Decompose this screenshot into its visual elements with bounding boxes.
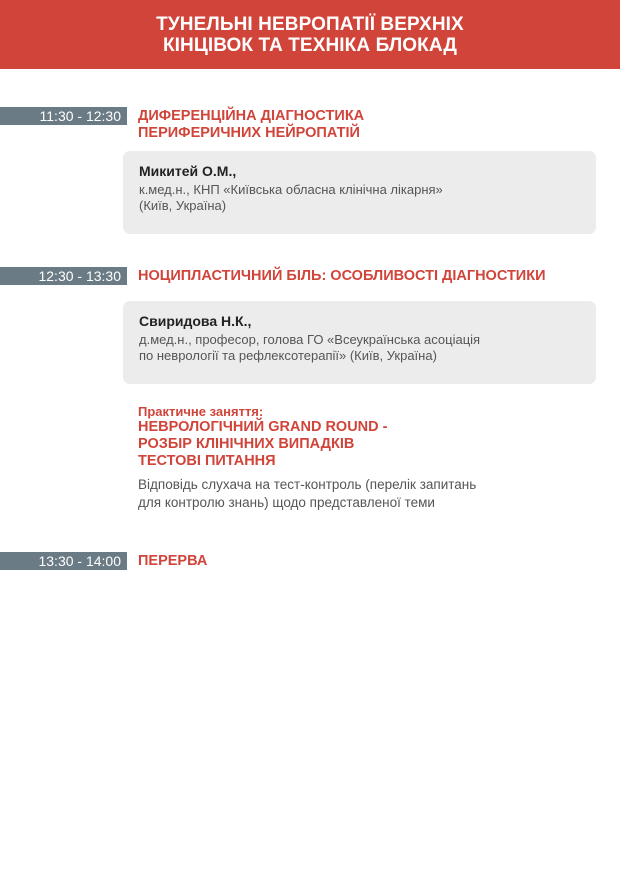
session-time: 12:30 - 13:30 [0,267,127,285]
practical-session [138,404,476,512]
practical-description-line-1: Відповідь слухача на тест-контроль (перелік запитань [138,477,477,492]
session-time: 11:30 - 12:30 [0,107,127,125]
practical-title-line-2: РОЗБІР КЛІНІЧНИХ ВИПАДКІВ [138,436,355,452]
session-time: 13:30 - 14:00 [0,552,127,570]
session-title [138,108,364,142]
speaker-card [123,301,596,384]
speaker-affiliation-line-2: (Київ, Україна) [139,198,227,213]
speaker-name: Свиридова Н.К., [139,313,252,329]
practical-label: Практичне заняття: [138,404,264,419]
speaker-card [123,151,596,234]
speaker-name: Микитей О.М., [139,163,237,179]
page-header [0,0,620,69]
session-title [138,268,546,285]
speaker-affiliation-line-2: по неврології та рефлексотерапії» (Київ, Україна) [139,348,437,363]
session-title-line-2: ПЕРИФЕРИЧНИХ НЕЙРОПАТІЙ [138,125,360,141]
session-title-line-1: НОЦИПЛАСТИЧНИЙ БІЛЬ: ОСОБЛИВОСТІ ДІАГНОСТИКИ [138,268,546,284]
header-title-line-2: КІНЦІВОК ТА ТЕХНІКА БЛОКАД [162,34,458,56]
practical-title-line-1: НЕВРОЛОГІЧНИЙ GRAND ROUND - [138,419,388,435]
speaker-affiliation-line-1: д.мед.н., професор, голова ГО «Всеукраїнська асоціація [139,332,481,347]
practical-description [138,476,476,512]
session-title-line-1: ПЕРЕРВА [138,553,208,569]
speaker-affiliation-line-1: к.мед.н., КНП «Київська обласна клінічна лікарня» [139,182,443,197]
header-title-line-1: ТУНЕЛЬНІ НЕВРОПАТІЇ ВЕРХНІХ [156,13,464,35]
session-title [138,553,207,570]
session-title-line-1: ДИФЕРЕНЦІЙНА ДІАГНОСТИКА [138,108,365,124]
practical-description-line-2: для контролю знань) щодо представленої теми [138,495,435,510]
practical-title-line-3: ТЕСТОВІ ПИТАННЯ [138,453,276,469]
